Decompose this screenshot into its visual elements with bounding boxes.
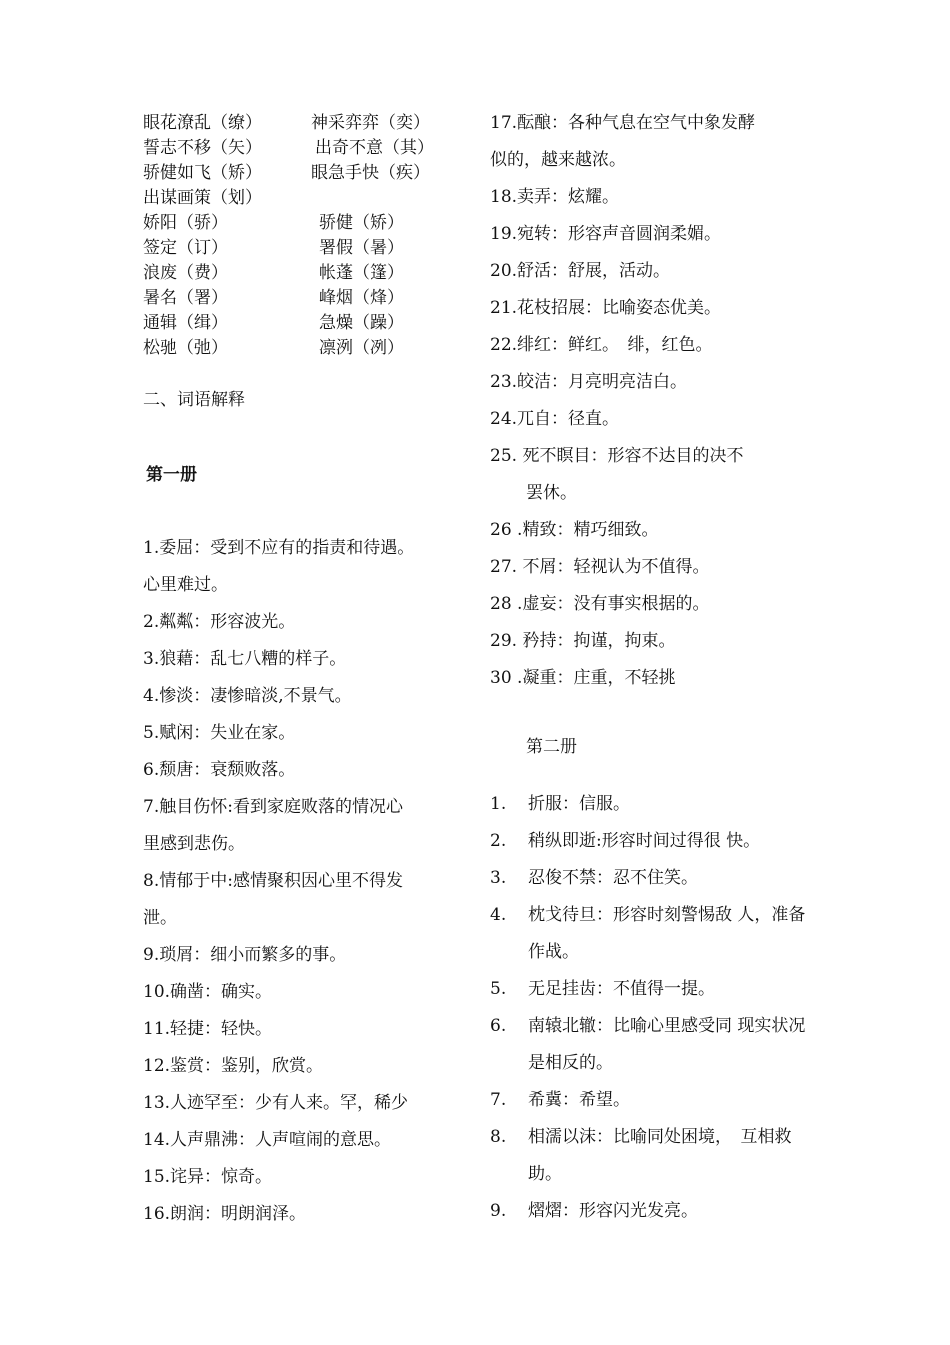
pair-wrong-word: 急燥（躁） (319, 313, 404, 333)
definition-line: 稍纵即逝:形容时间过得很 快。 (528, 831, 761, 851)
definition-entry (490, 179, 810, 216)
pair-wrong-word: 骄健（矫） (319, 213, 404, 233)
definition-entry (490, 623, 810, 660)
definition-entry (143, 974, 463, 1011)
pair-wrong-word: 暑名（署） (143, 288, 228, 308)
definition-entry (143, 1122, 463, 1159)
definition-entry (490, 512, 810, 549)
definition-line: 22.绯红：鲜红。 绯，红色。 (490, 335, 713, 355)
definition-entry (490, 401, 810, 438)
definition-line: 3.狼藉：乱七八糟的样子。 (143, 649, 347, 669)
definition-line: 20.舒活：舒展，活动。 (490, 261, 671, 281)
definition-line: 似的，越来越浓。 (490, 150, 626, 170)
definition-line: 25. 死不瞑目：形容不达目的决不 (490, 446, 744, 466)
definition-entry (490, 290, 810, 327)
definition-entry (143, 678, 463, 715)
definition-line: 19.宛转：形容声音圆润柔媚。 (490, 224, 722, 244)
pair-wrong-word: 署假（暑） (319, 238, 404, 258)
definition-entry (490, 1193, 810, 1230)
pair-wrong-word: 通辑（缉） (143, 313, 228, 333)
entry-number: 3. (490, 868, 507, 888)
pair-wrong-word: 誓志不移（矢） (143, 138, 262, 158)
pair-row (143, 136, 463, 161)
definition-entry (490, 971, 810, 1008)
definition-line: 6.颓唐：衰颓败落。 (143, 760, 296, 780)
definition-entry (143, 789, 463, 863)
definition-line: 2.粼粼：形容波光。 (143, 612, 296, 632)
definition-entry (490, 586, 810, 623)
definition-line: 无足挂齿：不值得一提。 (528, 979, 715, 999)
definition-line: 29. 矜持：拘谨，拘束。 (490, 631, 676, 651)
pair-wrong-word: 娇阳（骄） (143, 213, 228, 233)
definition-line: 相濡以沫：比喻同处困境， 互 (528, 1127, 758, 1147)
definition-entry (490, 105, 810, 179)
definition-line: 9.琐屑：细小而繁多的事。 (143, 945, 347, 965)
definition-line: 南辕北辙：比喻心里感受同 现 (528, 1016, 755, 1036)
definition-entry (490, 438, 810, 512)
definition-line: 相救助。 (528, 1127, 792, 1184)
section-title: 二、词语解释 (143, 390, 245, 410)
definition-line: 准备作战。 (528, 905, 806, 962)
volume2-entries (490, 786, 810, 1230)
definition-entry (490, 216, 810, 253)
definition-entry (490, 1119, 810, 1193)
pair-wrong-word: 凛洌（冽） (319, 338, 404, 358)
definition-entry (143, 752, 463, 789)
definition-entry (490, 327, 810, 364)
definition-line: 罢休。 (526, 483, 577, 503)
definition-line: 12.鉴赏：鉴别，欣赏。 (143, 1056, 324, 1076)
pair-row (143, 311, 463, 336)
definition-line: 泄。 (143, 908, 177, 928)
definition-line: 17.酝酿：各种气息在空气中象发酵 (490, 113, 756, 133)
pair-wrong-word: 浪废（费） (143, 263, 228, 283)
pair-row (143, 336, 463, 361)
volume2-title: 第二册 (526, 737, 577, 757)
definition-entry (143, 1048, 463, 1085)
definition-line: 30 .凝重：庄重，不轻挑 (490, 668, 676, 688)
definition-line: 里感到悲伤。 (143, 834, 245, 854)
definition-line: 4.惨淡：凄惨暗淡,不景气。 (143, 686, 352, 706)
definition-entry (143, 1085, 463, 1122)
definition-entry (143, 641, 463, 678)
definition-line: 心里难过。 (143, 575, 228, 595)
pair-row (143, 236, 463, 261)
definition-entry (490, 860, 810, 897)
definition-entry (490, 364, 810, 401)
entry-number: 8. (490, 1127, 507, 1147)
definition-entry (490, 660, 810, 697)
definition-entry (143, 1159, 463, 1196)
volume1-entries-left (143, 530, 463, 1233)
entry-number: 7. (490, 1090, 507, 1110)
definition-line: 7.触目伤怀:看到家庭败落的情况心 (143, 797, 403, 817)
definition-line: 1.委屈：受到不应有的指责和待遇。 (143, 538, 415, 558)
definition-entry (143, 937, 463, 974)
definition-line: 希冀：希望。 (528, 1090, 630, 1110)
definition-entry (490, 549, 810, 586)
entry-number: 6. (490, 1016, 507, 1036)
definition-line: 11.轻捷：轻快。 (143, 1019, 273, 1039)
definition-line: 24.兀自：径直。 (490, 409, 620, 429)
definition-line: 18.卖弄：炫耀。 (490, 187, 620, 207)
definition-entry (143, 1196, 463, 1233)
pair-wrong-word: 眼花潦乱（缭） (143, 113, 262, 133)
definition-entry (490, 253, 810, 290)
definition-entry (143, 715, 463, 752)
definition-entry (143, 1011, 463, 1048)
definition-line: 16.朗润：明朗润泽。 (143, 1204, 307, 1224)
definition-entry (490, 1082, 810, 1119)
pair-wrong-word: 松驰（弛） (143, 338, 228, 358)
definition-line: 实状况是相反的。 (528, 1016, 806, 1073)
pair-wrong-word: 签定（订） (143, 238, 228, 258)
volume1-entries-right (490, 105, 810, 697)
pair-wrong-word: 骄健如飞（矫） (143, 163, 262, 183)
definition-line: 10.确凿：确实。 (143, 982, 273, 1002)
definition-entry (143, 863, 463, 937)
entry-number: 1. (490, 794, 507, 814)
definition-line: 熠熠：形容闪光发亮。 (528, 1201, 698, 1221)
definition-entry (143, 604, 463, 641)
pair-row (143, 186, 463, 211)
definition-line: 15.诧异：惊奇。 (143, 1167, 273, 1187)
pair-wrong-word: 神采弈弈（奕） (311, 113, 430, 133)
pair-wrong-word: 出奇不意（其） (315, 138, 434, 158)
definition-line: 5.赋闲：失业在家。 (143, 723, 296, 743)
definition-line: 折服：信服。 (528, 794, 630, 814)
pair-row (143, 286, 463, 311)
pair-wrong-word: 眼急手快（疾） (311, 163, 430, 183)
pair-wrong-word: 峰烟（烽） (319, 288, 404, 308)
pair-row (143, 261, 463, 286)
definition-line: 枕戈待旦：形容时刻警惕敌 人， (528, 905, 772, 925)
entry-number: 5. (490, 979, 507, 999)
definition-entry (490, 823, 810, 860)
entry-number: 9. (490, 1201, 507, 1221)
pair-wrong-word: 出谋画策（划） (143, 188, 262, 208)
definition-line: 忍俊不禁：忍不住笑。 (528, 868, 698, 888)
pair-wrong-word: 帐蓬（篷） (319, 263, 404, 283)
definition-entry (490, 1008, 810, 1082)
definition-line: 23.皎洁：月亮明亮洁白。 (490, 372, 688, 392)
definition-line: 14.人声鼎沸：人声喧闹的意思。 (143, 1130, 392, 1150)
entry-number: 4. (490, 905, 507, 925)
entry-number: 2. (490, 831, 507, 851)
correction-pairs (143, 111, 463, 361)
pair-row (143, 161, 463, 186)
volume1-title: 第一册 (146, 465, 197, 485)
definition-entry (143, 530, 463, 604)
definition-entry (490, 786, 810, 823)
definition-line: 8.情郁于中:感情聚积因心里不得发 (143, 871, 403, 891)
pair-row (143, 111, 463, 136)
definition-line: 21.花枝招展：比喻姿态优美。 (490, 298, 722, 318)
pair-row (143, 211, 463, 236)
definition-line: 26 .精致：精巧细致。 (490, 520, 659, 540)
definition-entry (490, 897, 810, 971)
definition-line: 13.人迹罕至：少有人来。罕，稀少 (143, 1093, 409, 1113)
definition-line: 27. 不屑：轻视认为不值得。 (490, 557, 710, 577)
definition-line: 28 .虚妄：没有事实根据的。 (490, 594, 710, 614)
